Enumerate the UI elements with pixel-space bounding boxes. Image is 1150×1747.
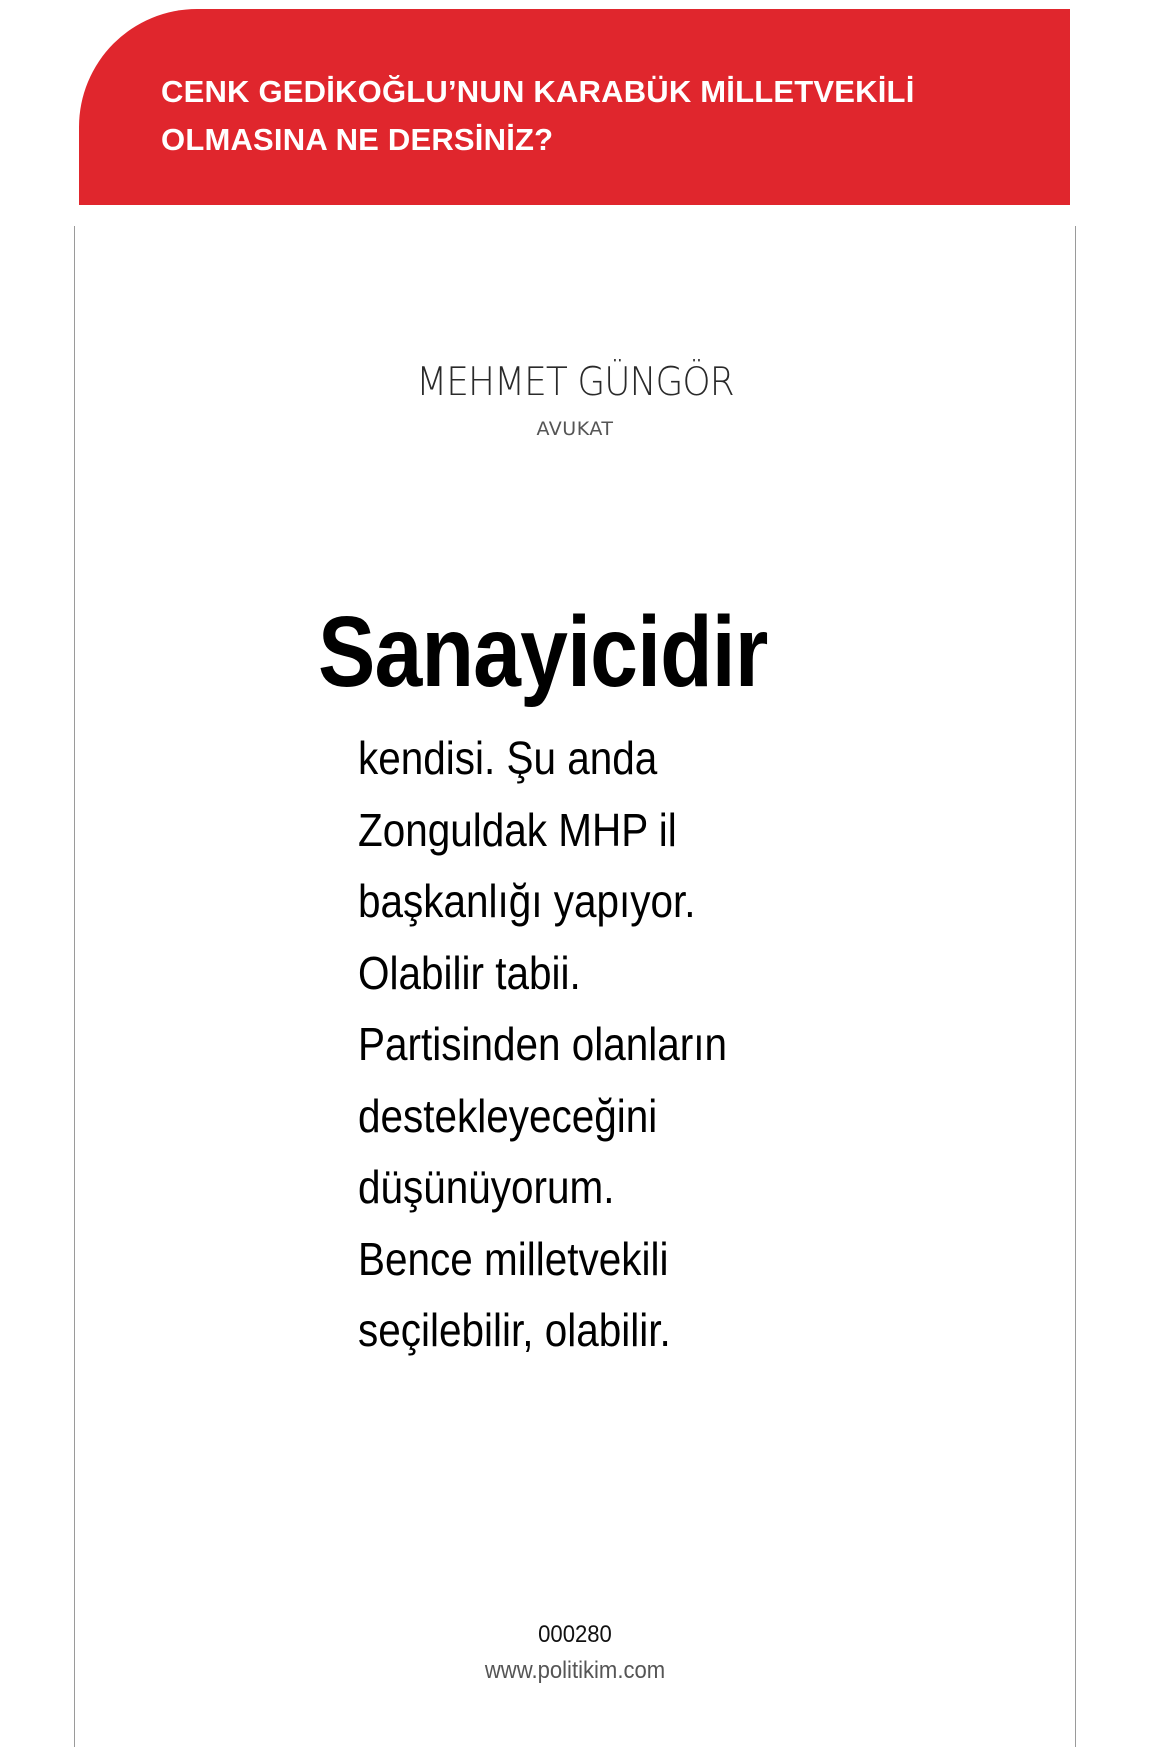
respondent-name: MEHMET GÜNGÖR <box>416 360 734 405</box>
answer-line: Bence milletvekili <box>358 1232 669 1285</box>
answer-body <box>358 723 727 1367</box>
question-title-line: CENK GEDİKOĞLU’NUN KARABÜK MİLLETVEKİLİ <box>161 74 915 109</box>
answer-line: kendisi. Şu anda <box>358 732 658 784</box>
answer-line: başkanlığı yapıyor. <box>358 875 696 927</box>
respondent-title: AVUKAT <box>536 418 614 440</box>
document-code: 000280 <box>538 1621 612 1648</box>
answer-lead-word: Sanayicidir <box>318 596 768 708</box>
question-title <box>161 68 1041 164</box>
answer-line: Zonguldak MHP il <box>358 803 677 856</box>
frame-left-border <box>74 226 75 1747</box>
answer-line: düşünüyorum. <box>358 1161 615 1213</box>
answer-line: Partisinden olanların <box>358 1018 728 1070</box>
frame-right-border <box>1075 226 1076 1747</box>
answer-line: seçilebilir, olabilir. <box>358 1304 671 1356</box>
answer-line: destekleyeceğini <box>358 1089 658 1142</box>
website-link[interactable]: www.politikim.com <box>484 1657 666 1684</box>
answer-line: Olabilir tabii. <box>358 946 581 999</box>
question-title-line: OLMASINA NE DERSİNİZ? <box>161 122 554 157</box>
